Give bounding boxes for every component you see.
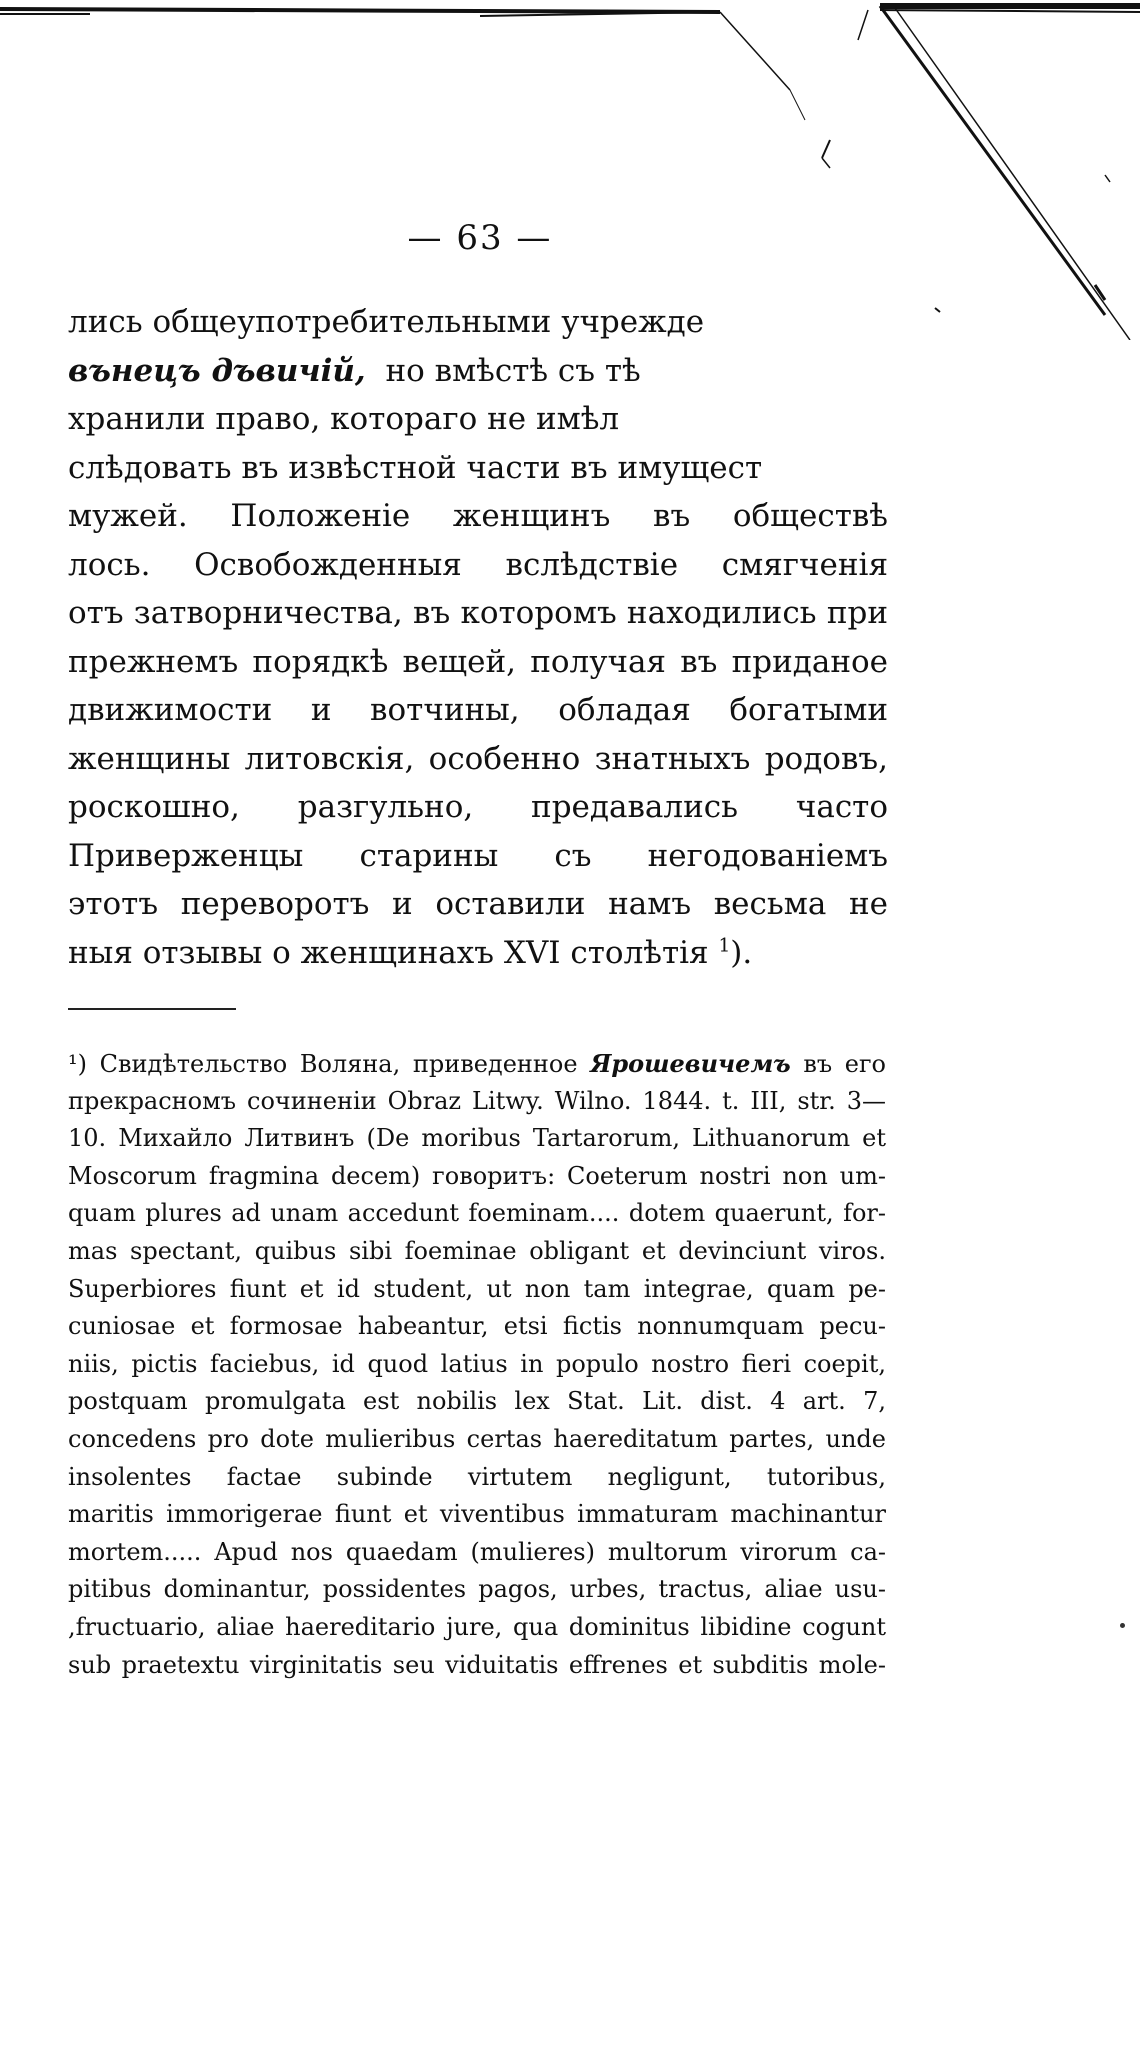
footnote-line-11: concedens pro dote mulieribus certas haereditatum partes, unde xyxy=(68,1424,886,1453)
footnote-separator xyxy=(68,1008,236,1010)
main-text xyxy=(68,298,888,977)
footnote-line-14: mortem..... Apud nos quaedam (mulieres) multorum virorum ca- xyxy=(68,1537,886,1566)
footnote-line-5: quam plures ad unam accedunt foeminam.... dotem quaerunt, for- xyxy=(68,1199,886,1228)
footnote-line-1-text: Свидѣтельство Воляна, приведенное xyxy=(99,1050,578,1078)
footnote-line-9: niis, pictis faciebus, id quod latius in populo nostro fieri coepit, xyxy=(68,1349,886,1378)
footnote-author-name: Ярошевичемъ xyxy=(590,1049,791,1078)
text-line-2-rest: но вмѣстѣ съ тѣ xyxy=(385,352,641,389)
footnote-line-15: pitibus dominantur, possidentes pagos, urbes, tractus, aliae usu- xyxy=(68,1575,886,1604)
text-line-1: лись общеупотребительными учрежде xyxy=(68,304,705,340)
text-line-12: Приверженцы старины съ негодованіемъ xyxy=(68,837,888,874)
text-line-14-text: ныя отзывы о женщинахъ XVI столѣтія xyxy=(68,934,709,971)
footnote-line-3: 10. Михайло Литвинъ (De moribus Tartarorum, Lithuanorum et xyxy=(68,1124,886,1153)
footnote-line-8: cuniosae et formosae habeantur, etsi fictis nonnumquam pecu- xyxy=(68,1312,886,1341)
footnote-line-16: ,fructuario, aliae haereditario jure, qua dominitus libidine cogunt xyxy=(68,1612,886,1641)
text-line-5: мужей. Положеніе женщинъ въ обществѣ xyxy=(68,498,888,534)
footnote-marker: ¹) xyxy=(68,1050,87,1078)
footnote-line-4: Moscorum fragmina decem) говоритъ: Coeterum nostri non um- xyxy=(68,1161,886,1190)
text-line-14 xyxy=(68,929,888,978)
text-line-10: женщины литовскія, особенно знатныхъ родовъ, xyxy=(68,740,888,777)
text-line-9: движимости и вотчины, обладая богатыми xyxy=(68,692,888,728)
footnote-line-1-end: въ его xyxy=(803,1050,886,1078)
footnote-line-13: maritis immorigerae fiunt et viventibus immaturam machinantur xyxy=(68,1500,886,1529)
emphasized-term: вънецъ дъвичій, xyxy=(68,352,366,389)
footnote xyxy=(68,1045,886,1684)
text-line-6: лось. Освобожденныя вслѣдствіе смягченія xyxy=(68,546,888,583)
text-line-2 xyxy=(68,347,888,396)
footnote-line-2: прекрасномъ сочиненіи Obraz Litwy. Wilno. 1844. t. III, str. 3— xyxy=(68,1086,886,1115)
page-number: — 63 — xyxy=(407,218,553,258)
text-line-11: роскошно, разгульно, предавались часто xyxy=(68,789,888,825)
text-line-14-end: ). xyxy=(730,934,753,971)
footnote-reference: 1 xyxy=(718,935,731,957)
footnote-line-10: postquam promulgata est nobilis lex Stat. Lit. dist. 4 art. 7, xyxy=(68,1387,886,1416)
scan-speck xyxy=(1120,1623,1125,1628)
footnote-line-12: insolentes factae subinde virtutem negligunt, tutoribus, xyxy=(68,1462,886,1491)
text-line-4: слѣдовать въ извѣстной части въ имущест xyxy=(68,449,763,486)
text-line-8: прежнемъ порядкѣ вещей, получая въ приданое xyxy=(68,643,888,680)
footnote-line-17: sub praetextu virginitatis seu viduitatis effrenes et subditis mole- xyxy=(68,1650,886,1679)
footnote-line-6: mas spectant, quibus sibi foeminae obligant et devinciunt viros. xyxy=(68,1236,886,1265)
text-line-3: хранили право, котораго не имѣл xyxy=(68,401,620,437)
footnote-line-1 xyxy=(68,1045,886,1083)
scan-artifact-lines xyxy=(0,0,1140,340)
text-line-7: отъ затворничества, въ которомъ находились при xyxy=(68,595,888,631)
text-line-13: этотъ переворотъ и оставили намъ весьма не xyxy=(68,886,888,922)
footnote-line-7: Superbiores fiunt et id student, ut non tam integrae, quam pe- xyxy=(68,1274,886,1303)
